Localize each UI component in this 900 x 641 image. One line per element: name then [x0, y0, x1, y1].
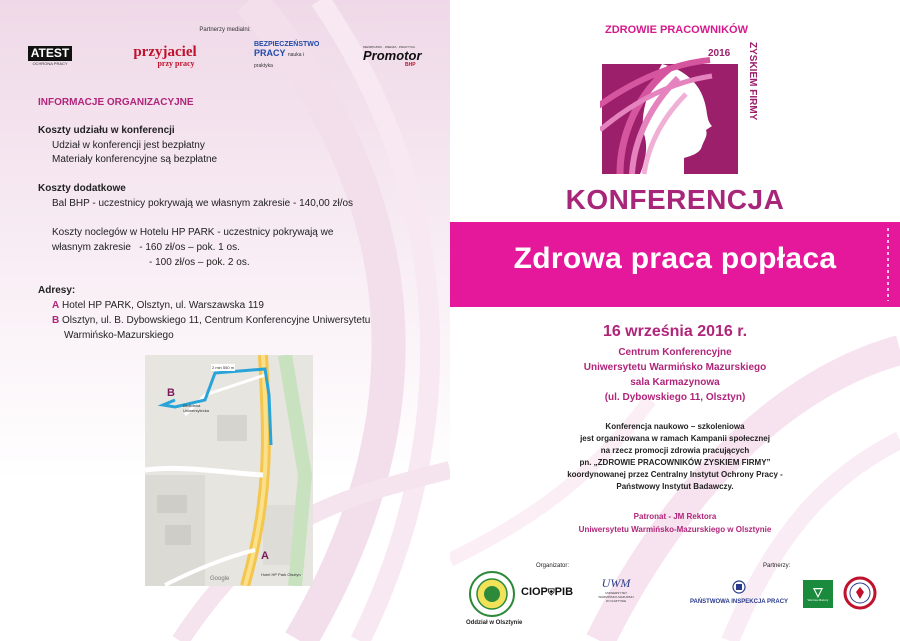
atest-logo-sub: OCHRONA PRACY	[32, 61, 68, 66]
warmia-mazury-logo	[803, 580, 833, 608]
address-a	[52, 300, 264, 311]
bezpieczenstwo-logo-text2: PRACY	[254, 48, 286, 58]
eagle-emblem-icon	[843, 576, 877, 610]
desc-line-3: na rzecz promocji zdrowia pracujących	[600, 446, 750, 455]
ciop-logo	[521, 586, 573, 598]
organizer-label: Organizator:	[536, 563, 570, 569]
conference-title: Zdrowa praca popłaca	[513, 242, 837, 275]
addresses-heading: Adresy:	[38, 285, 76, 296]
map-label-b: Biblioteka Uniwersytecka	[183, 403, 210, 413]
pip-emblem-icon	[732, 580, 746, 594]
brand-head-graphic	[600, 42, 740, 177]
partners-label: Partnerzy:	[763, 563, 791, 569]
desc-line-4: pn. „ZDROWIE PRACOWNIKÓW ZYSKIEM FIRMY”	[579, 458, 771, 467]
pip-text: PAŃSTWOWA INSPEKCJA PRACY	[689, 599, 789, 605]
extra-costs-line-2a: Koszty noclegów w Hotelu HP PARK - uczestnicy pokrywają we	[52, 227, 334, 238]
desc-line-1: Konferencja naukowo – szkoleniowa	[605, 422, 745, 431]
media-partners-title: Partnerzy medialni:	[199, 27, 251, 33]
address-b-text: Olsztyn, ul. B. Dybowskiego 11, Centrum Konferencyjne Uniwersytetu	[62, 315, 371, 326]
address-a-letter: A	[52, 300, 60, 311]
map-label-hotel: Hotel HP Park Olsztyn	[261, 572, 301, 577]
warmia-mazury-text: Warmia Mazury	[807, 598, 829, 602]
promotor-logo-sub: BHP	[405, 61, 416, 68]
brand-year: 2016	[708, 48, 731, 59]
brand-logo	[600, 24, 758, 177]
address-b-letter: B	[52, 315, 60, 326]
desc-line-6: Państwowy Instytut Badawczy.	[616, 482, 734, 491]
costs-line-2: Materiały konferencyjne są bezpłatne	[52, 154, 218, 165]
extra-costs-line-2b: własnym zakresie - 160 zł/os – pok. 1 os.	[52, 242, 240, 253]
address-b-line-2: Warmińsko-Mazurskiego	[64, 330, 174, 341]
bezpieczenstwo-logo	[254, 41, 320, 69]
uwm-logo	[598, 576, 634, 603]
extra-costs-heading: Koszty dodatkowe	[38, 183, 126, 194]
przyjaciel-logo	[124, 45, 206, 67]
ciop-symbol-icon: ⛨	[547, 587, 555, 597]
costs-line-1: Udział w konferencji jest bezpłatny	[52, 140, 205, 151]
map-route-time: 2 min 550 m	[212, 365, 235, 370]
map-google-label: Google	[210, 576, 230, 582]
przyjaciel-logo-text: przyjaciel	[133, 43, 197, 60]
atest-logo-text: ATEST	[28, 46, 72, 61]
costs-heading: Koszty udziału w konferencji	[38, 125, 175, 136]
pip-logo	[684, 580, 794, 605]
uwm-text: UWM	[601, 576, 631, 590]
event-venue-4: (ul. Dybowskiego 11, Olsztyn)	[604, 392, 746, 403]
brand-side-text: ZYSKIEM FIRMY	[747, 42, 758, 121]
brand-top-text: ZDROWIE PRACOWNIKÓW	[605, 24, 748, 36]
ciop-text: CIOP	[521, 586, 548, 598]
warmia-mazury-icon: ▽	[813, 585, 823, 599]
promotor-logo-text: Promotor	[363, 47, 422, 63]
map-marker-b[interactable]: B	[167, 387, 175, 399]
map-marker-a[interactable]: A	[261, 550, 269, 562]
address-a-text: Hotel HP PARK, Olsztyn, ul. Warszawska 119	[62, 300, 264, 311]
bezpieczenstwo-logo-text: BEZPIECZEŃSTWO	[254, 41, 320, 48]
oddzial-logo	[468, 570, 516, 618]
address-b	[52, 315, 370, 326]
przyjaciel-logo-sub: przy pracy	[157, 58, 195, 68]
desc-line-5: koordynowanej przez Centralny Instytut Ochrony Pracy -	[567, 470, 783, 479]
event-date: 16 września 2016 r.	[602, 323, 748, 340]
patron-line-1: Patronat - JM Rektora	[633, 512, 717, 521]
promotor-logo-top: MIESIĘCZNIK · WIEDZA · PRAKTYKA	[363, 44, 416, 49]
bezpieczenstwo-logo-sub: nauka i praktyka	[254, 52, 304, 69]
extra-costs-line-2c: - 100 zł/os – pok. 2 os.	[149, 257, 250, 268]
konferencja-heading: KONFERENCJA	[565, 184, 785, 215]
desc-line-2: jest organizowana w ramach Kampanii społecznej	[580, 434, 770, 443]
patron-line-2: Uniwersytetu Warmińsko-Mazurskiego w Olsztynie	[578, 525, 772, 534]
pib-text: PIB	[554, 586, 574, 598]
oddzial-label: Oddział w Olsztynie	[466, 620, 523, 626]
map[interactable]	[145, 355, 313, 586]
eagle-emblem-logo	[843, 576, 877, 610]
atest-logo	[24, 45, 76, 67]
promotor-logo	[363, 45, 427, 67]
event-venue-3: sala Karmazynowa	[630, 377, 720, 388]
event-venue-2: Uniwersytetu Warmińsko Mazurskiego	[583, 362, 767, 373]
oddzial-seal-icon	[468, 570, 516, 618]
extra-costs-line-1: Bal BHP - uczestnicy pokrywają we własnym zakresie - 140,00 zł/os	[52, 198, 354, 209]
event-venue-1: Centrum Konferencyjne	[618, 347, 732, 358]
section-title: INFORMACJE ORGANIZACYJNE	[38, 97, 194, 108]
uwm-sub: UNIWERSYTET WARMIŃSKO-MAZURSKI W OLSZTYNIE	[598, 591, 634, 603]
